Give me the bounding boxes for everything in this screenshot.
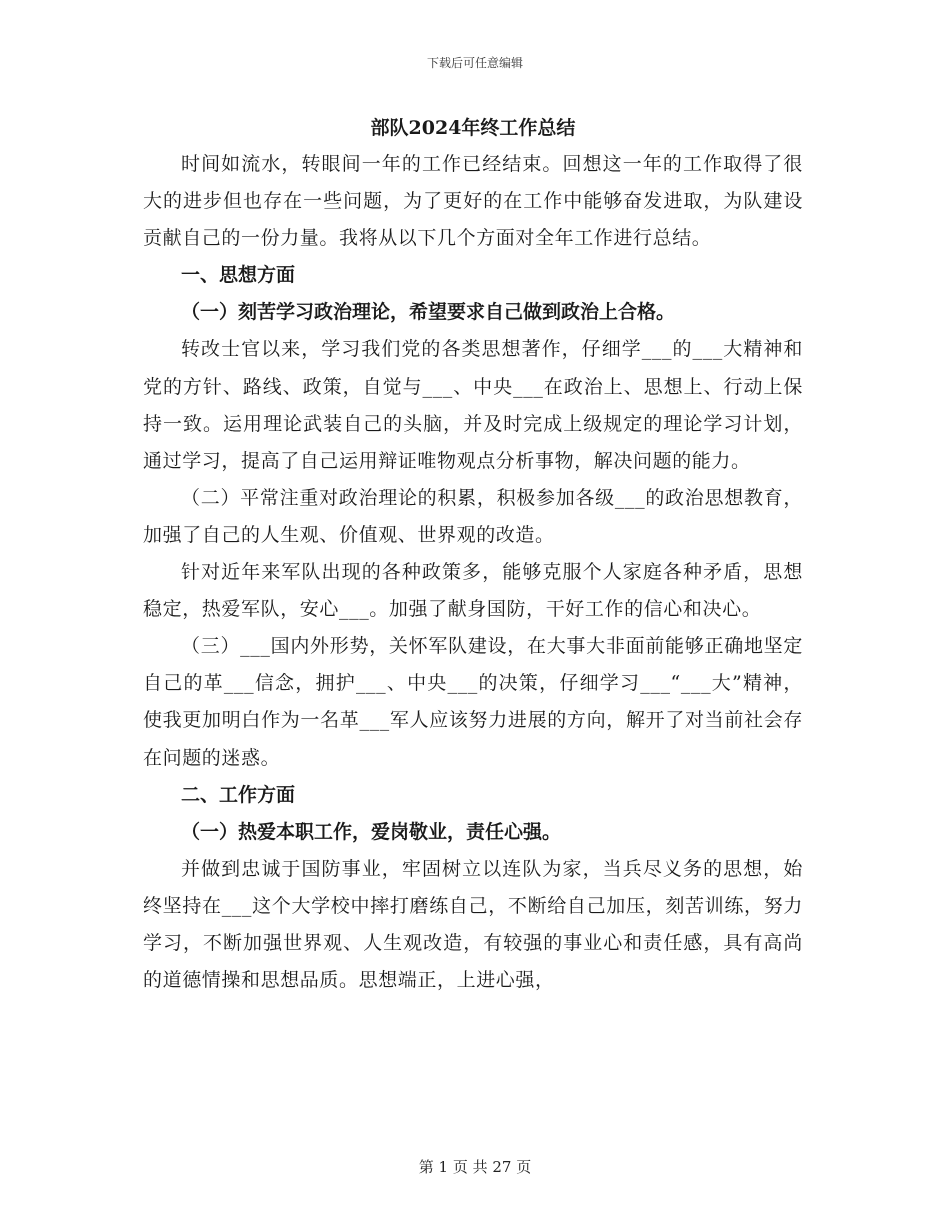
section-heading: 二、工作方面 bbox=[181, 783, 296, 806]
paragraph: 时间如流水，转眼间一年的工作已经结束。回想这一年的工作取得了很大的进步但也存在一些问题，为了更好的在工作中能够奋发进取，为队建设贡献自己的一份力量。我将从以下几个方面对全年工作进行总结。 bbox=[143, 153, 803, 250]
paragraph: （三）___国内外形势，关怀军队建设，在大事大非面前能够正确地坚定自己的革___信念，拥护___、中央___的决策，仔细学习___“___大”精神，使我更加明白作为一名革___军人应该努力进展的方向，解开了对当前社会存在问题的迷惑。 bbox=[143, 635, 803, 769]
paragraph: 针对近年来军队出现的各种政策多，能够克服个人家庭各种矛盾，思想稳定，热爱军队，安心___。加强了献身国防，干好工作的信心和决心。 bbox=[143, 561, 803, 621]
section-heading: 一、思想方面 bbox=[181, 264, 296, 287]
subsection-heading: （一）热爱本职工作，爱岗敬业，责任心强。 bbox=[181, 820, 562, 843]
page-header-note: 下载后可任意编辑 bbox=[426, 56, 523, 70]
page-number: 第 1 页 共 27 页 bbox=[418, 1158, 532, 1176]
subsection-heading: （一）刻苦学习政治理论，希望要求自己做到政治上合格。 bbox=[181, 301, 676, 324]
paragraph: （二）平常注重对政治理论的积累，积极参加各级___的政治思想教育，加强了自己的人生观、价值观、世界观的改造。 bbox=[143, 486, 803, 546]
paragraph: 转改士官以来，学习我们党的各类思想著作，仔细学___的___大精神和党的方针、路线、政策，自觉与___、中央___在政治上、思想上、行动上保持一致。运用理论武装自己的头脑，并及时完成上级规定的理论学习计划，通过学习，提高了自己运用辩证唯物观点分析事物，解决问题的能力。 bbox=[143, 338, 803, 472]
document-body bbox=[143, 110, 803, 999]
document-title: 部队2024年终工作总结 bbox=[370, 117, 576, 139]
paragraph: 并做到忠诚于国防事业，牢固树立以连队为家，当兵尽义务的思想，始终坚持在___这个大学校中摔打磨练自己，不断给自己加压，刻苦训练，努力学习，不断加强世界观、人生观改造，有较强的事业心和责任感，具有高尚的道德情操和思想品质。思想端正，上进心强， bbox=[143, 857, 803, 992]
